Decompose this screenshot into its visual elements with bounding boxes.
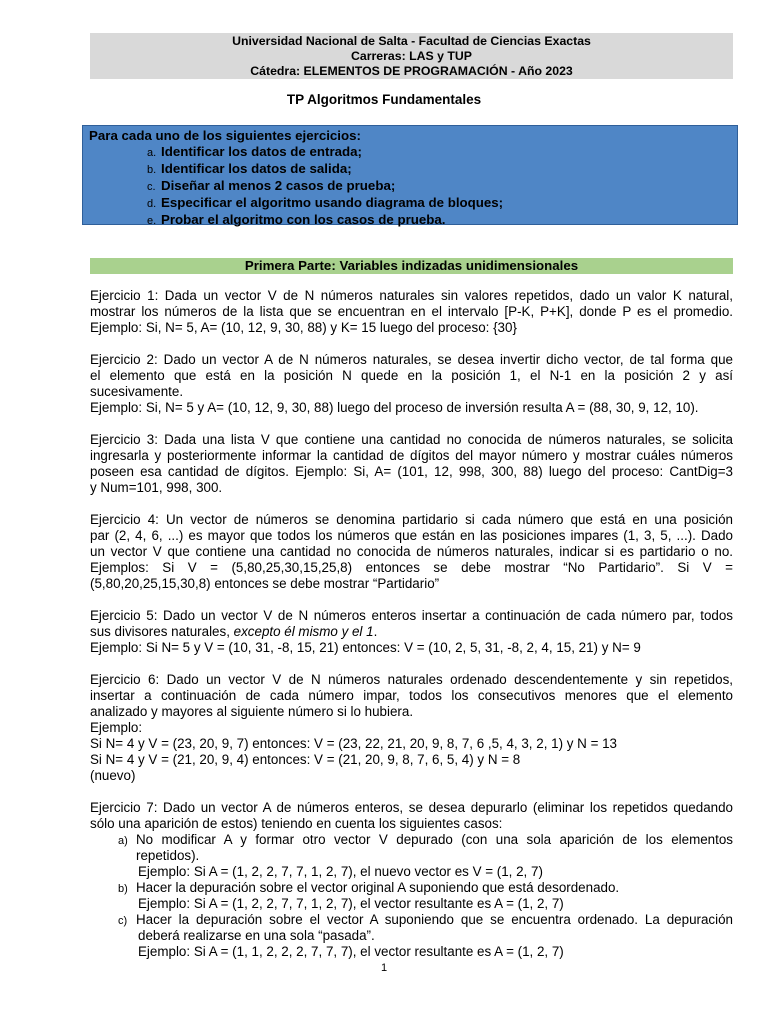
instruction-text: Identificar los datos de entrada;: [161, 144, 362, 159]
exercise-7: [90, 800, 733, 960]
exercise-line: Ejercicio 2: Dado un vector A de N números naturales, se desea invertir dicho vector, de tal forma que: [90, 352, 733, 367]
exercise-text: .: [373, 624, 378, 639]
exercise-line: analizado y mayores al siguiente número si lo hubiera.: [90, 704, 414, 719]
document-title: TP Algoritmos Fundamentales: [286, 92, 482, 107]
exercise-5: [90, 608, 733, 656]
exercise-7-case-b: [90, 880, 733, 912]
page-number: 1: [380, 962, 388, 974]
header-course: Cátedra: ELEMENTOS DE PROGRAMACIÓN - Año 2023: [250, 64, 573, 78]
exercise-line: un vector V que contiene una cantidad no conocida de números naturales, indicar si es partidario o no.: [90, 544, 733, 559]
header-careers: Carreras: LAS y TUP: [351, 49, 472, 63]
exercise-example: Ejemplo: Si N= 5 y V = (10, 31, -8, 15, 21) entonces: V = (10, 2, 5, 31, -8, 2, 4, 15, 21) y N= 9: [90, 640, 641, 655]
exercise-italic-text: excepto él mismo y el 1: [233, 624, 374, 639]
exercise-1: [90, 288, 733, 336]
exercise-line: Ejercicio 6: Dado un vector V de N números naturales ordenado descendentemente y sin repetidos,: [90, 672, 733, 687]
exercise-line: ingresarla y posteriormente informar la cantidad de dígitos del mayor número y mostrar cuáles números: [90, 448, 733, 463]
exercise-line: par (2, 4, 6, ...) es mayor que todos los números que están en las posiciones impares (1, 3, 5, ...). Dado: [90, 528, 733, 543]
section-title: Primera Parte: Variables indizadas unidimensionales: [90, 258, 733, 274]
exercise-6: [90, 672, 733, 784]
exercise-line: poseen esa cantidad de dígitos. Ejemplo: Si, A= (101, 12, 998, 300, 88) luego del proceso: CantDig=3: [90, 464, 733, 479]
instruction-item-a: [147, 144, 737, 161]
instruction-letter: e.: [147, 215, 157, 227]
exercise-example: Si N= 4 y V = (23, 20, 9, 7) entonces: V = (23, 22, 21, 20, 9, 8, 7, 6 ,5, 4, 3, 2, 1) y N = 13: [90, 736, 618, 751]
case-line: deberá realizarse en una sola “pasada”.: [138, 928, 375, 943]
instruction-text: Identificar los datos de salida;: [161, 161, 352, 176]
instruction-item-d: [147, 195, 737, 212]
exercise-note: (nuevo): [90, 768, 136, 783]
exercise-line: Ejercicio 4: Un vector de números se denomina partidario si cada número que está en una posición: [90, 512, 733, 527]
exercise-line: sólo una aparición de estos) teniendo en cuenta los siguientes casos:: [90, 816, 503, 831]
case-line: Hacer la depuración sobre el vector A suponiendo que se encuentra ordenado. La depuración: [136, 912, 733, 927]
case-line: No modificar A y formar otro vector V depurado (con una sola aparición de los elementos: [136, 832, 733, 847]
exercise-line: Ejercicio 5: Dado un vector V de N números enteros insertar a continuación de cada número par, todos: [90, 608, 733, 623]
case-line: repetidos).: [136, 848, 200, 863]
exercise-line: Ejercicio 1: Dada un vector V de N números naturales sin valores repetidos, dado un valor K natural,: [90, 288, 733, 303]
exercise-example: Ejemplo: Si, N= 5, A= (10, 12, 9, 30, 88) y K= 15 luego del proceso: {30}: [90, 320, 517, 335]
case-line: Hacer la depuración sobre el vector original A suponiendo que está desordenado.: [136, 880, 620, 895]
instruction-letter: b.: [147, 164, 157, 176]
instruction-item-c: [147, 178, 737, 195]
exercise-line: mostrar los números de la lista que se encuentran en el intervalo [P-K, P+K], donde P es el promedio.: [90, 304, 733, 319]
case-letter: a): [118, 835, 128, 847]
exercise-line: el elemento que está en la posición N quede en la posición 1, el N-1 en la posición 2 y así: [90, 368, 733, 383]
document-header: [90, 33, 733, 79]
exercise-line: insertar a continuación de cada número impar, todos los consecutivos menores que el elemento: [90, 688, 733, 703]
exercise-7-case-c: [90, 912, 733, 960]
instructions-intro: Para cada uno de los siguientes ejercicios:: [89, 128, 361, 143]
exercise-line: sucesivamente.: [90, 384, 184, 399]
exercise-line: y Num=101, 998, 300.: [90, 480, 223, 495]
instruction-item-e: [147, 212, 737, 229]
exercise-example: Ejemplo: Si, N= 5 y A= (10, 12, 9, 30, 88) luego del proceso de inversión resulta A = (88, 30, 9, 12, 10).: [90, 400, 699, 415]
instructions-box: [82, 125, 738, 225]
exercise-3: [90, 432, 733, 496]
case-letter: b): [118, 883, 128, 895]
instruction-text: Especificar el algoritmo usando diagrama de bloques;: [161, 195, 504, 210]
exercise-2: [90, 352, 733, 416]
exercise-example: Ejemplos: Si V = (5,80,25,30,15,25,8) entonces se debe mostrar “No Partidario”. Si V =: [90, 560, 733, 575]
instruction-letter: c.: [147, 181, 156, 193]
instruction-text: Probar el algoritmo con los casos de prueba.: [161, 212, 446, 227]
case-example: Ejemplo: Si A = (1, 1, 2, 2, 2, 7, 7, 7), el vector resultante es A = (1, 2, 7): [138, 944, 564, 959]
exercise-4: [90, 512, 733, 592]
exercise-text: sus divisores naturales,: [90, 624, 234, 639]
exercise-example: (5,80,20,25,15,30,8) entonces se debe mostrar “Partidario”: [90, 576, 440, 591]
instruction-letter: d.: [147, 198, 157, 210]
exercise-line: Ejercicio 3: Dada una lista V que contiene una cantidad no conocida de números naturales, se solicita: [90, 432, 733, 447]
exercise-list: [90, 288, 733, 976]
exercise-example: Si N= 4 y V = (21, 20, 9, 4) entonces: V = (21, 20, 9, 8, 7, 6, 5, 4) y N = 8: [90, 752, 521, 767]
header-university: Universidad Nacional de Salta - Facultad de Ciencias Exactas: [232, 34, 591, 48]
case-example: Ejemplo: Si A = (1, 2, 2, 7, 7, 1, 2, 7), el nuevo vector es V = (1, 2, 7): [138, 864, 543, 879]
exercise-example-label: Ejemplo:: [90, 720, 143, 735]
exercise-7-case-a: [90, 832, 733, 880]
instruction-text: Diseñar al menos 2 casos de prueba;: [161, 178, 396, 193]
exercise-line: [90, 624, 733, 640]
instruction-item-b: [147, 161, 737, 178]
case-letter: c): [118, 915, 128, 927]
exercise-line: Ejercicio 7: Dado un vector A de números enteros, se desea depurarlo (eliminar los repetidos quedando: [90, 800, 733, 815]
case-example: Ejemplo: Si A = (1, 2, 2, 7, 7, 1, 2, 7), el vector resultante es A = (1, 2, 7): [138, 896, 564, 911]
instruction-letter: a.: [147, 147, 157, 159]
